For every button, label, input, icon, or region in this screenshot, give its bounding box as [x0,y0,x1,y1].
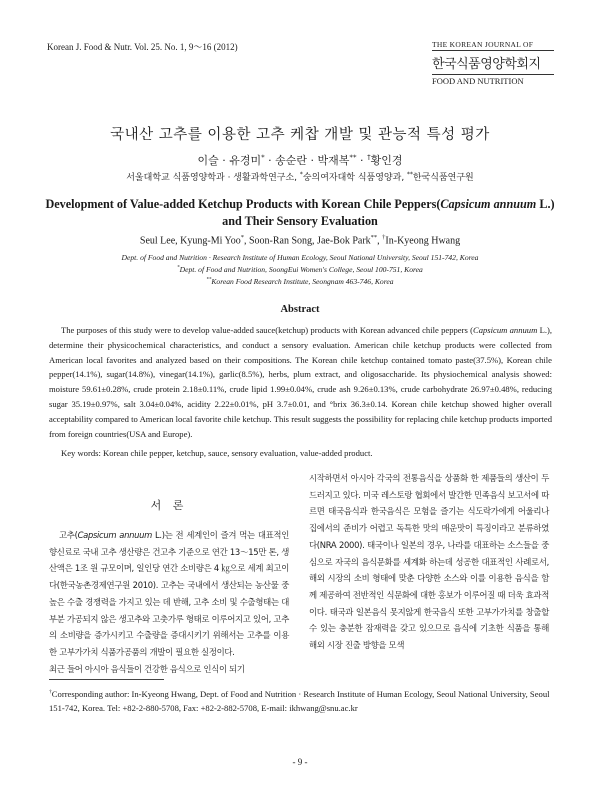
body-species: Capsicum annuum [77,530,152,540]
body-text: 고추( [59,530,78,540]
authors-en [0,234,600,246]
keywords: Key words: Korean chile pepper, ketchup, sauce, sensory evaluation, value-added product. [61,448,373,458]
abstract-body [49,323,552,441]
footnote-rule [49,679,164,680]
affiliation-en-3 [0,277,600,286]
affil-mark: ** [407,172,413,178]
author-separator: · [356,154,368,167]
affiliation: Korean Food Research Institute, Seongnam 463-746, Korea [211,277,394,286]
affil-mark: ** [370,234,378,241]
affil-mark: * [240,234,244,241]
authors-ko [0,152,600,168]
affil-mark: * [261,152,265,162]
body-text: 최근 들어 아시아 음식들이 건강한 음식으로 인식이 되기 [49,663,245,674]
author-names: · 송순란 · 박재복 [264,154,350,167]
page-number: - 9 - [292,757,308,767]
title-species: Capsicum annuum [440,197,537,211]
abstract-species: Capsicum annuum [472,325,538,335]
abstract-heading: Abstract [280,304,320,315]
section-heading-intro: 서 론 [150,499,188,512]
intro-right-column: 시작하면서 아시아 각국의 전통음식을 상품화 한 제품들의 생산이 두드러지고 있다. 미국 레스토랑 협회에서 발간한 민족음식 보고서에 따르면 태국음식과 한국음식은 모험을 즐기는 식도락가에게 어울리나 집에서의 준비가 어렵고 독특한 맛의 매운맛이 특징이라고 분류하였다(NRA 2000). 태국이나 일본의 경우, 나라를 대표하는 소스들을 중심으로 자국의 음식문화를 세계화 하는데 성공한 대표적인 사례로서, 해외 시장의 소비 형태에 맞춘 다양한 소스와 이를 이용한 음식을 함께 제공하여 전반적인 식문화에 대한 홍보가 이루어질 때 더욱 효과적이다. 태국과 일본음식 못지않게 한국음식 또한 고부가가치를 창출할 수 있는 충분한 잠재력을 갖고 있으므로 음식에 기초한 식품을 통해 해외 시장 진출 방향을 모색 [309,473,549,651]
affil-mark: ** [349,152,357,162]
title-text: and Their Sensory Evaluation [222,214,378,228]
abstract-text: The purposes of this study were to develop value-added sauce(ketchup) products with Korean advanced chile peppers ( [61,325,473,335]
corresponding-mark: † [382,234,386,241]
affiliation: 서울대학교 식품영양학과 · 생활과학연구소, [126,173,300,183]
title-text: L.) [536,197,555,211]
affiliation-en-1: Dept. of Food and Nutrition · Research Institute of Human Ecology, Seoul National University, Seoul 151-742, Korea [121,253,479,262]
corresponding-mark: † [49,689,52,695]
title-text: Development of Value-added Ketchup Products with Korean Chile Peppers( [45,197,441,211]
corresponding-author-footnote [49,685,552,716]
affil-mark: * [299,172,303,178]
affiliation-en-2 [0,265,600,274]
affiliation: 한국식품연구원 [412,173,474,183]
author-names: , Soon-Ran Song, Jae-Bok Park [243,235,371,247]
author-names: 이슬 · 유경미 [197,154,262,167]
journal-citation: Korean J. Food & Nutr. Vol. 25. No. 1, 9～16 (2012) [47,42,238,52]
body-text: L.)는 전 세계인이 즐겨 먹는 대표적인 향신료로 국내 고추 생산량은 건고추 기준으로 연간 13～15만 톤, 생산액은 1조 원 규모이며, 일인당 연간 소비량은 4 ㎏으로 세계 최고이다(한국농촌경제연구원 2010). 고추는 국내에서 생산되는 농산물 중 높은 수출 경쟁력을 가지고 있는 데 반해, 고추 소비 및 수출형태는 대부분 가공되지 않은 생고추와 고춧가루 형태로 이루어지고 있어, 고추의 소비량을 증가시키고 수출량을 증대시키기 위해서는 고추를 이용한 고부가가치 식품가공품의 개발이 필요한 실정이다. [49,530,289,657]
paper-title-en [40,196,560,230]
affil-mark: ** [206,277,212,283]
journal-logo [432,40,554,86]
paper-title-ko: 국내산 고추를 이용한 고추 케찹 개발 및 관능적 특성 평가 [110,127,490,143]
affil-mark: * [177,265,180,271]
corresponding-mark: † [367,152,371,162]
affiliation: Dept. of Food and Nutrition, SoongEui Women's College, Seoul 100-751, Korea [179,265,423,274]
journal-name-ko: 한국식품영양학회지 [432,57,541,72]
author-separator: , [377,235,383,247]
author-names: Seul Lee, Kyung-Mi Yoo [139,235,241,247]
footnote-text: Corresponding author: In-Kyeong Hwang, Dept. of Food and Nutrition · Research Institute of Human Ecology, Seoul National University, Seoul 151-742, Korea. Tel: +82-2-880-5708, Fax: +82-2-882-5708, E-mail: ikhwang@snu.ac.kr [49,688,550,714]
journal-name-en-top: THE KOREAN JOURNAL OF [432,40,554,51]
affiliation: 숭의여자대학 식품영양과, [302,173,408,183]
author-names: 황인경 [370,154,403,167]
affiliations-ko [0,170,600,183]
journal-name-en-bottom: FOOD AND NUTRITION [432,74,554,86]
intro-left-column [49,527,289,677]
abstract-text: L.), determine their physicochemical characteristics, and conduct a sensory evaluation. American chile ketchup products were collected from American local favorites and analyzed based on their compositions. The Korean chile ketchup contained tomato paste(37.5%), Korean chile pepper(14.1%), sugar(14.8%), vinegar(14.1%), garlic(8.5%), herbs, plum extract, and oligosaccharide. Its physiochemical analysis showed: moisture 59.61±0.28%, crude protein 2.18±0.11%, crude lipid 1.99±0.04%, crude ash 9.26±0.13%, crude carbohydrate 26.97±0.48%, reducing sugar 35.19±0.97%, salt 3.04±0.04%, acidity 2.22±0.01%, pH 3.7±0.01, and °brix 36.3±0.14. Korean chile ketchup showed higher overall acceptability compared to American local favorite chile ketchup. This result suggests the possibility for replacing chile ketchup products imported from foreign countries(USA and Europe). [49,325,552,439]
author-names: In-Kyeong Hwang [385,235,461,247]
